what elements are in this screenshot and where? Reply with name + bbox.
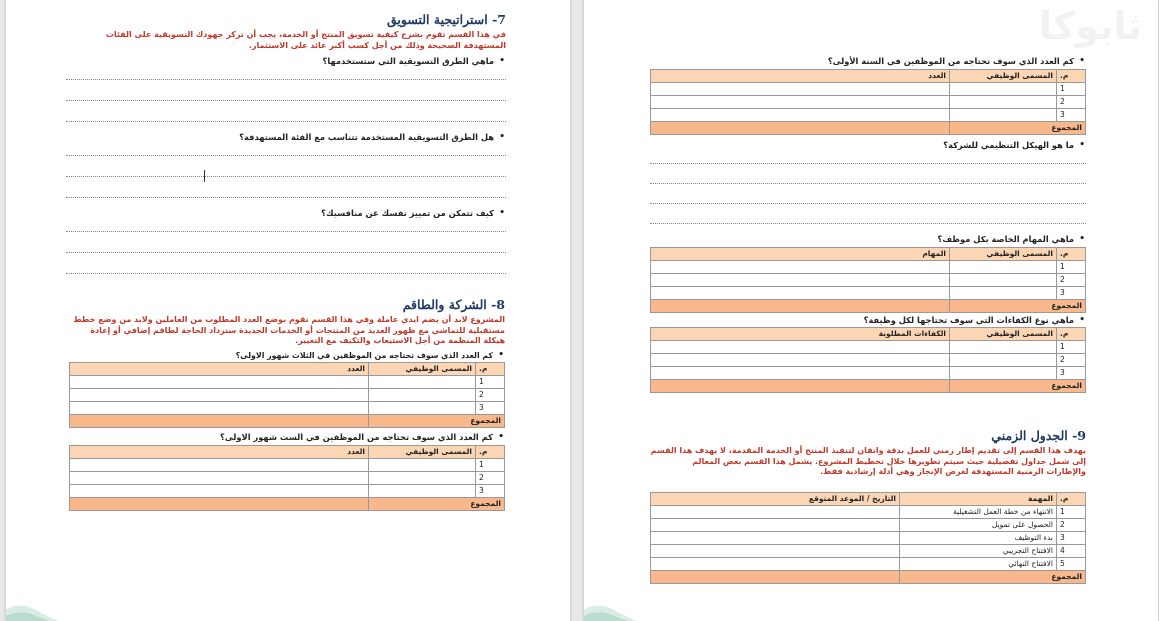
table-row[interactable]: 1 xyxy=(70,458,505,471)
answer-line[interactable] xyxy=(650,183,1086,184)
answer-line[interactable] xyxy=(650,163,1086,164)
table-total-row: المجموع xyxy=(651,300,1086,313)
col-task: المهمة xyxy=(900,492,1057,505)
table-row[interactable]: 1 الانتهاء من خطة العمل التشغيلية xyxy=(651,505,1086,518)
table-row[interactable]: 4 الافتتاح التجريبي xyxy=(651,544,1086,557)
question-differentiation[interactable]: • كيف تتمكن من تمييز نفسك عن منافسيك؟ xyxy=(66,208,506,219)
table-cell[interactable] xyxy=(950,341,1057,354)
table-total-row: المجموع xyxy=(70,414,505,427)
table-row[interactable]: 3 xyxy=(651,367,1086,380)
staff-table-6-months xyxy=(69,445,505,511)
table-cell[interactable] xyxy=(651,354,950,367)
table-row[interactable]: 3 xyxy=(651,287,1086,300)
table-cell[interactable] xyxy=(651,367,950,380)
question-marketing-methods[interactable]: • ماهي الطرق التسويقية التي ستستخدمها؟ xyxy=(66,56,506,67)
table-total-row: المجموع xyxy=(651,570,1086,583)
table-row[interactable]: 5 الافتتاح النهائي xyxy=(651,557,1086,570)
col-count: العدد xyxy=(70,362,369,375)
section-timeline xyxy=(650,428,1086,584)
table-row[interactable]: 1 xyxy=(70,375,505,388)
document-page-right xyxy=(584,0,1158,621)
table-cell[interactable] xyxy=(950,261,1057,274)
table-row[interactable]: 2 xyxy=(70,471,505,484)
staff-table-first-year xyxy=(650,69,1086,135)
col-number: م. xyxy=(476,445,505,458)
table-total-row: المجموع xyxy=(651,380,1086,393)
col-date: التاريخ / الموعد المتوقع xyxy=(651,492,900,505)
answer-line[interactable] xyxy=(66,79,506,80)
table-cell[interactable] xyxy=(651,341,950,354)
table-cell[interactable] xyxy=(651,544,900,557)
col-number: م. xyxy=(476,362,505,375)
answer-line[interactable] xyxy=(66,176,506,177)
table-cell[interactable] xyxy=(950,287,1057,300)
table-cell[interactable] xyxy=(70,401,369,414)
table-cell[interactable] xyxy=(369,484,476,497)
section-8-intro[interactable]: المشروع لابد أن يضم ايدي عاملة وفي هذا القسم تقوم بوضع العدد المطلوب من العاملين ولابد من وضع خطط مستقبلية للتماشي مع ظهور العديد من المنتجات أو الخدمات الجديدة ستزداد الحاجة لطاقم إضافي أو إعادة هيكلة المنظمة من أجل الاستيعاب والتكيف مع التغيير. xyxy=(73,315,505,345)
table-row[interactable]: 2 xyxy=(70,388,505,401)
section-marketing xyxy=(66,12,506,274)
watermark-logo: ثابوكا xyxy=(1039,4,1142,48)
question-employee-tasks[interactable]: • ماهي المهام الخاصة بكل موظف؟ xyxy=(650,234,1086,245)
answer-line[interactable] xyxy=(66,121,506,122)
answer-line[interactable] xyxy=(66,155,506,156)
section-staff-continued xyxy=(650,56,1086,393)
table-cell[interactable] xyxy=(950,274,1057,287)
table-cell[interactable] xyxy=(369,375,476,388)
table-cell[interactable] xyxy=(651,505,900,518)
answer-line[interactable] xyxy=(650,203,1086,204)
table-row[interactable]: 2 xyxy=(651,354,1086,367)
table-cell[interactable] xyxy=(369,471,476,484)
table-cell[interactable] xyxy=(70,484,369,497)
col-job-title: المسمى الوظيفي xyxy=(369,445,476,458)
answer-line[interactable] xyxy=(66,252,506,253)
decorative-wave-icon xyxy=(584,597,642,621)
answer-line[interactable] xyxy=(66,197,506,198)
question-required-skills[interactable]: • ماهي نوع الكفاءات التي سوف تحتاجها لكل وظيفة؟ xyxy=(650,315,1086,326)
section-9-intro[interactable]: يهدف هذا القسم إلى تقديم إطار زمني للعمل بدقة واتقان لتنفيذ المنتج أو الخدمة المقدمة، لا يهدف هذا القسم إلى شمل جداول تفصيلية حيث سيتم تطويرها خلال تخطيط المشروع. يشمل هذا القسم بعض المعالم والإطارات الزمنية المستهدفة لغرض الإنجاز وهي أدلة إرشادية فقط. xyxy=(650,446,1086,476)
table-cell[interactable] xyxy=(369,388,476,401)
section-8-title: 8- الشركة والطاقم xyxy=(402,297,505,312)
table-total-row: المجموع xyxy=(70,497,505,510)
table-cell[interactable] xyxy=(651,557,900,570)
table-row[interactable]: 2 xyxy=(651,274,1086,287)
table-row[interactable]: 2 xyxy=(651,96,1086,109)
answer-line[interactable] xyxy=(650,223,1086,224)
section-7-intro[interactable]: في هذا القسم تقوم بشرح كيفية تسويق المنتج أو الخدمة، يجب أن تركز جهودك التسويقية على الفئات المستهدفة الصحيحة وذلك من أجل كسب أكبر عائد على الاستثمار. xyxy=(105,30,506,50)
table-cell[interactable] xyxy=(950,367,1057,380)
col-job-title: المسمى الوظيفي xyxy=(369,362,476,375)
decorative-wave-icon xyxy=(6,597,64,621)
table-cell[interactable] xyxy=(950,96,1057,109)
table-row[interactable]: 1 xyxy=(651,83,1086,96)
table-cell[interactable] xyxy=(651,261,950,274)
table-cell[interactable] xyxy=(651,83,950,96)
table-row[interactable]: 3 xyxy=(651,109,1086,122)
question-marketing-fit[interactable]: • هل الطرق التسويقية المستخدمة تتناسب مع الفئة المستهدفة؟ xyxy=(66,132,506,143)
document-page-left xyxy=(6,0,570,621)
table-cell[interactable] xyxy=(369,401,476,414)
table-cell[interactable] xyxy=(651,96,950,109)
answer-line[interactable] xyxy=(66,273,506,274)
tasks-table xyxy=(650,247,1086,313)
staff-table-3-months xyxy=(69,362,505,428)
table-cell[interactable] xyxy=(70,458,369,471)
table-cell[interactable] xyxy=(651,531,900,544)
col-job-title: المسمى الوظيفي xyxy=(950,248,1057,261)
table-cell[interactable] xyxy=(651,287,950,300)
question-org-structure[interactable]: • ما هو الهيكل التنظيمي للشركة؟ xyxy=(650,140,1086,151)
timeline-task[interactable]: الحصول على تمويل xyxy=(900,518,1057,531)
answer-line[interactable] xyxy=(66,100,506,101)
table-total-row: المجموع xyxy=(651,122,1086,135)
table-cell[interactable] xyxy=(651,109,950,122)
col-number: م. xyxy=(1057,328,1086,341)
col-job-title: المسمى الوظيفي xyxy=(950,70,1057,83)
question-staff-6-months[interactable]: • كم العدد الذي سوف تحتاجه من الموظفين في الست شهور الاولى؟ xyxy=(69,432,505,443)
table-cell[interactable] xyxy=(950,83,1057,96)
timeline-task[interactable]: الانتهاء من خطة العمل التشغيلية xyxy=(900,505,1057,518)
col-job-title: المسمى الوظيفي xyxy=(950,328,1057,341)
question-staff-3-months[interactable]: • كم العدد الذي سوف تحتاجه من الموظفين في الثلاث شهور الاولى؟ xyxy=(69,350,505,361)
timeline-task[interactable]: الافتتاح التجريبي xyxy=(900,544,1057,557)
table-cell[interactable] xyxy=(70,388,369,401)
section-7-title: 7- استراتيجية التسويق xyxy=(386,12,506,27)
table-cell[interactable] xyxy=(70,471,369,484)
table-cell[interactable] xyxy=(70,375,369,388)
col-number: م. xyxy=(1057,70,1086,83)
timeline-table xyxy=(650,492,1086,584)
col-tasks: المهام xyxy=(651,248,950,261)
table-cell[interactable] xyxy=(950,354,1057,367)
timeline-task[interactable]: الافتتاح النهائي xyxy=(900,557,1057,570)
table-cell[interactable] xyxy=(950,109,1057,122)
timeline-task[interactable]: بدء التوظيف xyxy=(900,531,1057,544)
question-staff-first-year[interactable]: • كم العدد الذي سوف تحتاجه من الموظفين في السنة الأولى؟ xyxy=(650,56,1086,67)
skills-table xyxy=(650,327,1086,393)
table-row[interactable]: 1 xyxy=(651,341,1086,354)
table-row[interactable]: 3 xyxy=(70,484,505,497)
table-row[interactable]: 3 بدء التوظيف xyxy=(651,531,1086,544)
table-row[interactable]: 1 xyxy=(651,261,1086,274)
table-cell[interactable] xyxy=(651,518,900,531)
answer-line[interactable] xyxy=(66,231,506,232)
table-row[interactable]: 3 xyxy=(70,401,505,414)
col-number: م. xyxy=(1057,248,1086,261)
col-number: م. xyxy=(1057,492,1086,505)
table-cell[interactable] xyxy=(651,274,950,287)
table-row[interactable]: 2 الحصول على تمويل xyxy=(651,518,1086,531)
col-count: العدد xyxy=(651,70,950,83)
table-cell[interactable] xyxy=(369,458,476,471)
col-count: العدد xyxy=(70,445,369,458)
section-9-title: 9- الجدول الزمني xyxy=(991,428,1086,443)
col-skills: الكفاءات المطلوبة xyxy=(651,328,950,341)
section-company-staff xyxy=(69,297,505,511)
